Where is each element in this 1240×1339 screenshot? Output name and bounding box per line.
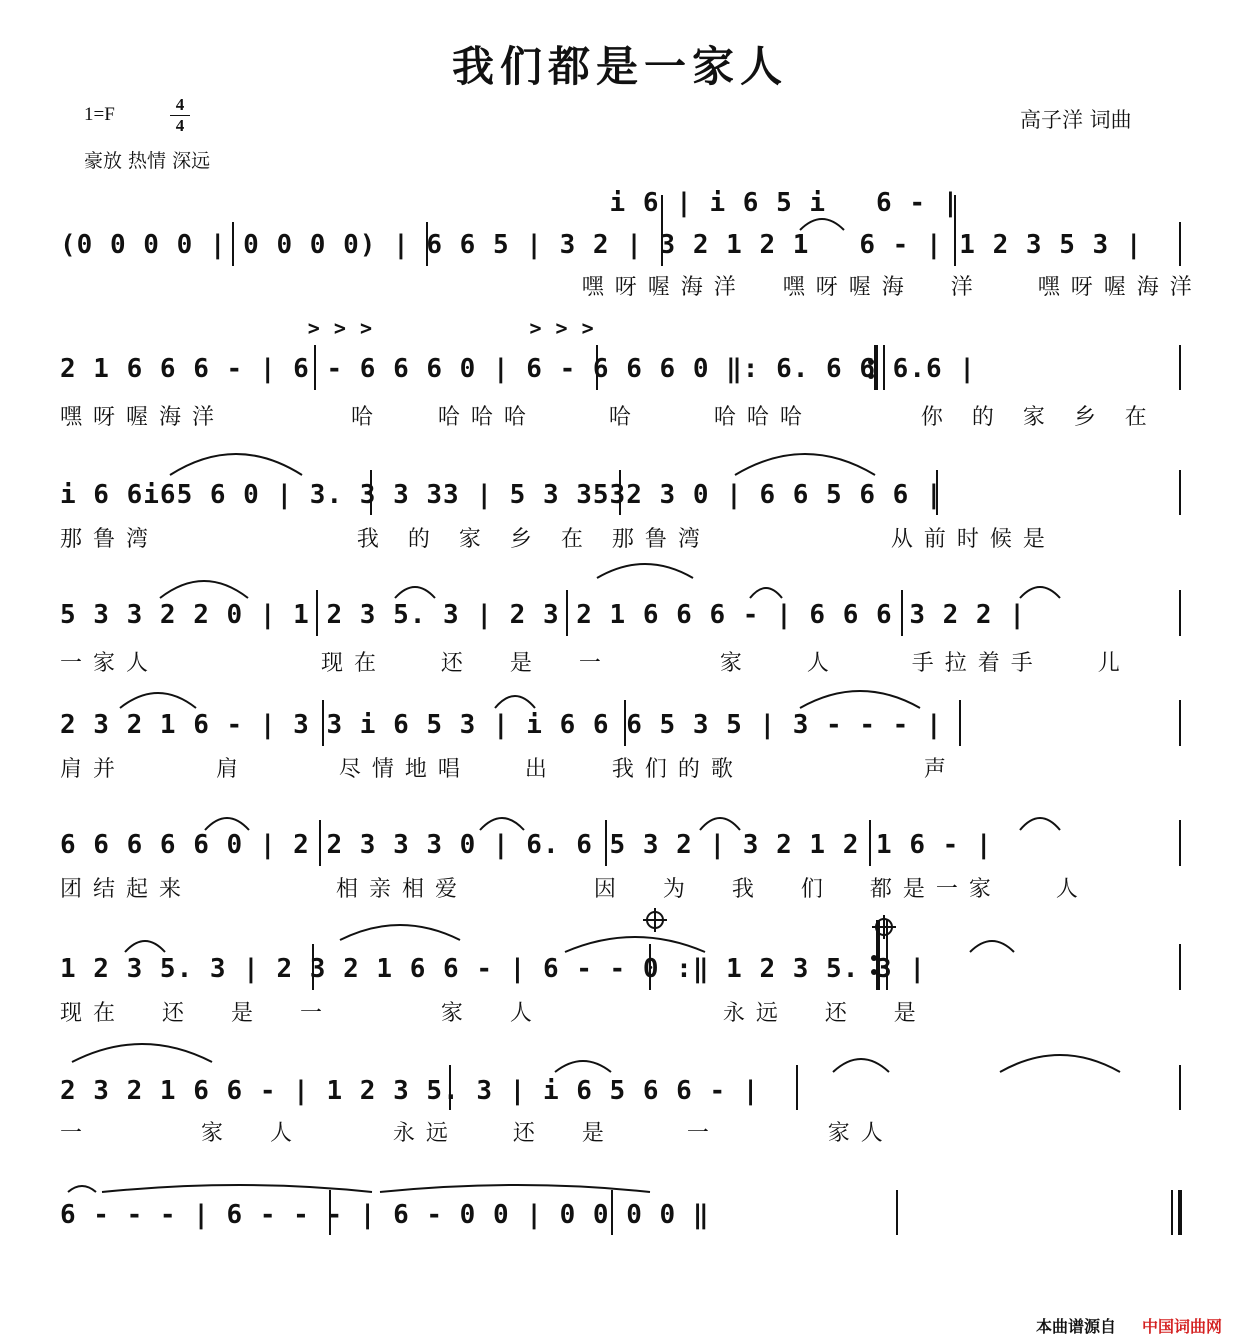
notes-line: 6 6 6 6 6 0 | 2 2 3 3 3 0 | 6. 6 5 3 2 | 3 2 1 2 1 6 - |: [60, 830, 993, 860]
upper-voice: i 6 | i 6 5 i 6 - |: [60, 188, 960, 218]
notes-line: 2 3 2 1 6 6 - | 1 2 3 5. 3 | i 6 5 6 6 - |: [60, 1076, 760, 1106]
notes-line: 5 3 3 2 2 0 | 1 2 3 5. 3 | 2 3 2 1 6 6 6 - | 6 6 6 3 2 2 |: [60, 600, 1026, 630]
notes-line: 2 3 2 1 6 - | 3 3 i 6 5 3 | i 6 6 6 5 3 5 | 3 - - - |: [60, 710, 943, 740]
lyrics-line: 团结起来 相亲相爱 因 为 我 们 都是一家 人: [60, 877, 1089, 902]
accent-marks: > > > > > >: [60, 316, 595, 340]
key-signature: 1=F: [84, 104, 115, 125]
lyrics-line: 嘿呀喔海洋 哈 哈哈哈 哈 哈哈哈 你 的 家 乡 在: [60, 405, 1158, 430]
lyrics-line: 肩并 肩 尽情地唱 出 我们的歌 声: [60, 757, 957, 782]
lyrics-line: 那鲁湾 我 的 家 乡 在 那鲁湾 从前时候是: [60, 527, 1056, 552]
lyrics-line: 一家人 现在 还 是 一 家 人 手拉着手 儿: [60, 651, 1131, 676]
site-link[interactable]: 中国词曲网: [1142, 1317, 1223, 1336]
time-sig-top: 4: [175, 95, 185, 114]
lyrics-line: 现在 还 是 一 家 人 永远 还 是: [60, 1001, 927, 1026]
notes-line: (0 0 0 0 | 0 0 0 0) | 6 6 5 | 3 2 | 3 2 1 2 1 6 - | 1 2 3 5 3 |: [60, 230, 1143, 260]
mood-marking: 豪放 热情 深远: [84, 150, 211, 172]
song-title: 我们都是一家人: [451, 42, 788, 91]
notes-line: 1 2 3 5. 3 | 2 3 2 1 6 6 - | 6 - - 0 :‖ 1 2 3 5. 3 |: [60, 954, 926, 984]
lyrics-line: 嘿呀喔海洋 嘿呀喔海 洋 嘿呀喔海洋: [60, 275, 1203, 300]
source-label: 本曲谱源自: [1036, 1317, 1117, 1336]
notes-line: 6 - - - | 6 - - - | 6 - 0 0 | 0 0 0 0 ‖: [60, 1200, 710, 1230]
notes-line: 2 1 6 6 6 - | 6 - 6 6 6 0 | 6 - 6 6 6 0 ‖: 6. 6 6 6.6 |: [60, 354, 976, 384]
notes-line: i 6 6i65 6 0 | 3. 3 3 33 | 5 3 3532 3 0 | 6 6 5 6 6 |: [60, 480, 943, 510]
time-sig-bottom: 4: [175, 116, 185, 135]
composer-credit: 高子洋 词曲: [1020, 108, 1132, 132]
lyrics-line: 一 家 人 永远 还 是 一 家人: [60, 1121, 894, 1146]
